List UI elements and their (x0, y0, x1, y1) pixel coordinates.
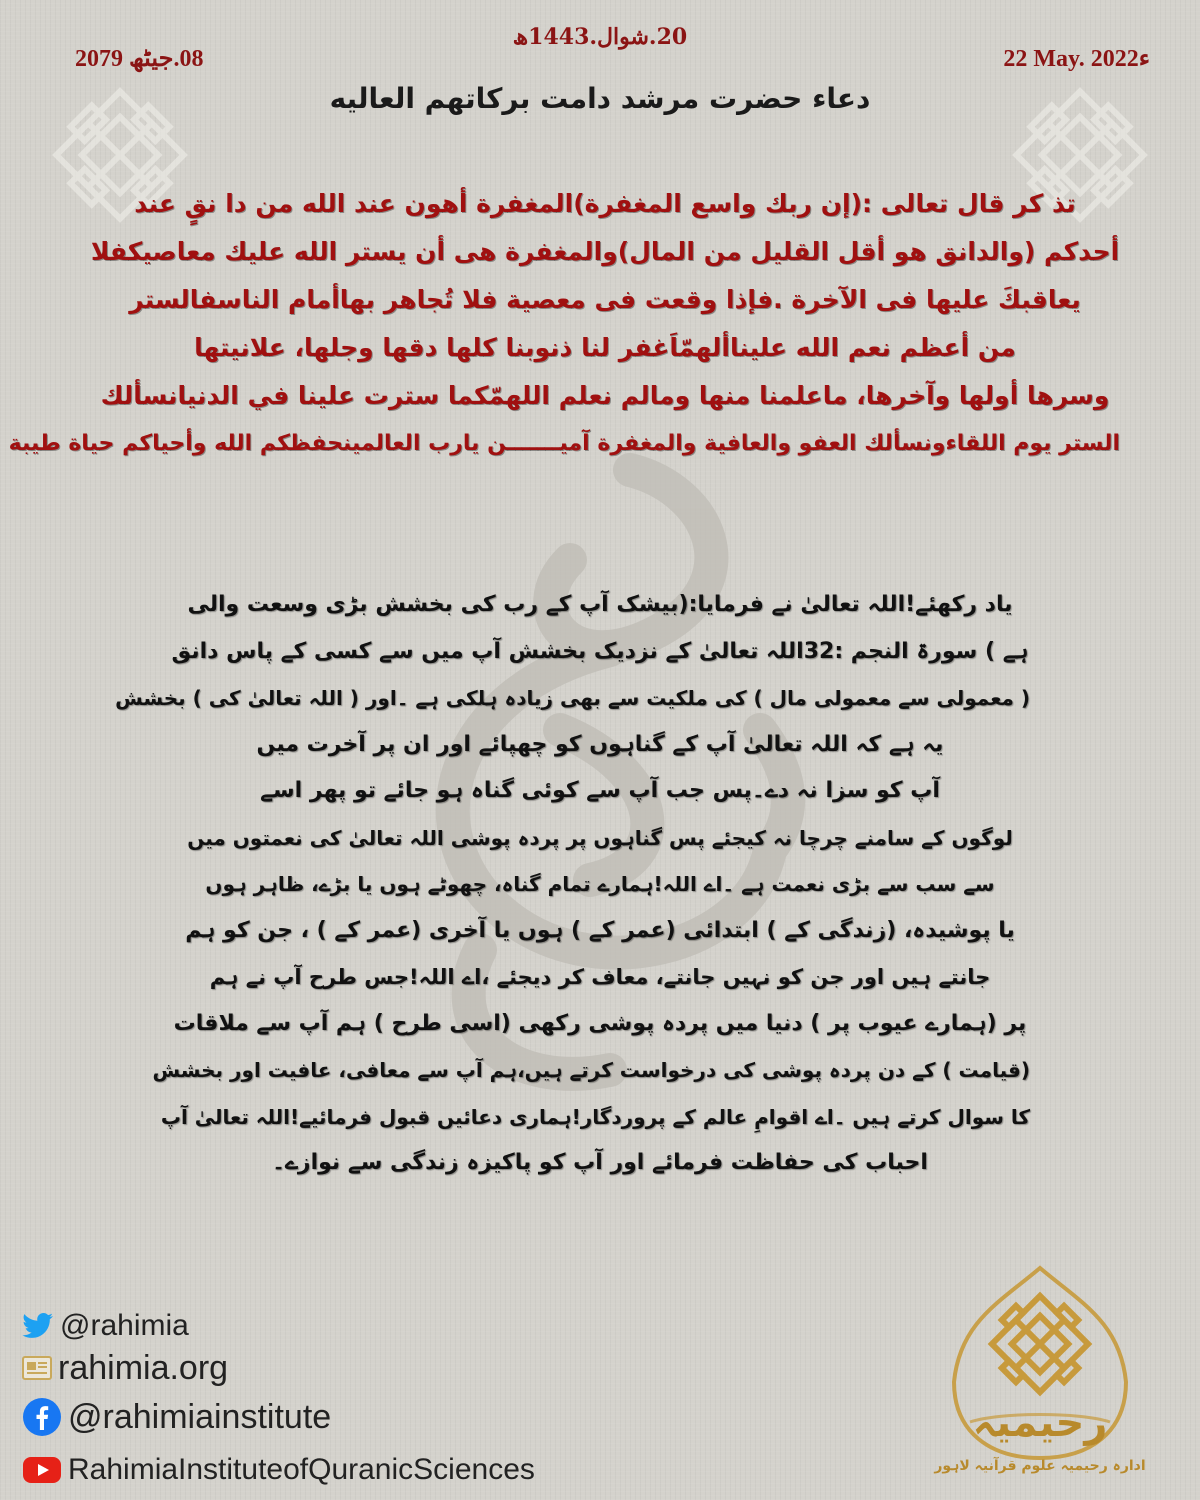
twitter-link[interactable] (22, 1305, 722, 1347)
arabic-line: يعاقبكَ عليها فى الآخرة .فإذا وقعت فى معصية فلا تُجاهر بهاأمام الناسفالستر (129, 285, 1081, 314)
urdu-line: (قیامت ) کے دن پردہ پوشی کی درخواست کرتے ہیں،ہم آپ سے معافی، عافیت اور بخشش (152, 1058, 1030, 1082)
institute-logo (930, 1262, 1150, 1492)
date-header (0, 20, 1200, 80)
youtube-link[interactable] (22, 1445, 722, 1495)
twitter-handle: @rahimia (60, 1309, 189, 1342)
urdu-line: یا پوشیدہ، (زندگی کے ) ابتدائی (عمر کے ) ہوں یا آخری (عمر کے ) ، جن کو ہم (185, 917, 1015, 943)
youtube-channel: RahimiaInstituteofQuranicSciences (68, 1453, 535, 1486)
facebook-link[interactable] (22, 1389, 722, 1445)
social-links (22, 1305, 722, 1495)
arabic-line: تذ کر قال تعالی :(إن ربك واسع المغفرة)المغفرة أهون عند الله من دا نقٍ عند (134, 189, 1076, 218)
urdu-line: ہے ) سورۃ النجم :32اللہ تعالیٰ کے نزدیک بخشش آپ میں سے کسی کے پاس دانق (171, 638, 1029, 664)
facebook-icon (22, 1397, 62, 1437)
date-gregorian: 22 May. 2022ء (1003, 46, 1150, 72)
logo-subtitle: ادارہ رحیمیہ علوم قرآنیہ لاہور (934, 1458, 1146, 1474)
website-link[interactable] (22, 1347, 722, 1389)
date-hijri: 20.شوال.1443ھ (512, 24, 688, 50)
arabic-line: من أعظم نعم الله عليناألهمّاَغفر لنا ذنوبنا كلها دقها وجلها، علانيتها (194, 333, 1016, 362)
twitter-icon (22, 1312, 54, 1340)
urdu-line: لوگوں کے سامنے چرچا نہ کیجئے پس گناہوں پر پردہ پوشی اللہ تعالیٰ کی نعمتوں میں (187, 825, 1013, 850)
urdu-line: آپ کو سزا نہ دے۔پس جب آپ سے کوئی گناہ ہو جائے تو پھر اسے (260, 778, 940, 803)
page-title: دعاء حضرت مرشد دامت برکاتهم العالیه (329, 82, 871, 115)
website-url: rahimia.org (58, 1348, 229, 1387)
urdu-line: یہ ہے کہ اللہ تعالیٰ آپ کے گناہوں کو چھپائے اور ان پر آخرت میں (256, 731, 944, 757)
arabic-line: الستر يوم اللقاءونسألك العفو والعافية والمغفرة آميـــــــن يارب العالمينحفظكم الله وأحياكم حياة طيبة (8, 431, 1120, 456)
web-icon (22, 1355, 52, 1381)
urdu-line: احباب کی حفاظت فرمائے اور آپ کو پاکیزہ زندگی سے نوازے۔ (272, 1150, 928, 1175)
urdu-line: یاد رکھئے!اللہ تعالیٰ نے فرمایا:(بیشک آپ کے رب کی بخشش بڑی وسعت والی (187, 592, 1013, 617)
urdu-line: سے سب سے بڑی نعمت ہے ۔اے اللہ!ہمارے تمام گناہ، چھوٹے ہوں یا بڑے، ظاہر ہوں (205, 872, 995, 896)
urdu-paragraph (115, 582, 1030, 1187)
urdu-line: کا سوال کرتے ہیں ۔اے اقوامِ عالم کے پروردگار!ہماری دعائیں قبول فرمائیے!اللہ تعالیٰ آپ (160, 1104, 1030, 1129)
facebook-handle: @rahimiainstitute (68, 1397, 332, 1436)
arabic-line: وسرها أولها وآخرها، ماعلمنا منها ومالم نعلم اللهمّكما سترت علينا في الدنيانسألك (100, 381, 1110, 410)
urdu-line: پر (ہمارے عیوب پر ) دنیا میں پردہ پوشی رکھی (اسی طرح ) ہم آپ سے ملاقات (173, 1010, 1027, 1036)
urdu-line: جانتے ہیں اور جن کو نہیں جانتے، معاف کر دیجئے ،اے اللہ!جس طرح آپ نے ہم (209, 965, 991, 989)
date-bikram: 08.جیٹھ 2079 (75, 46, 204, 72)
logo-name: رحیمیہ (972, 1400, 1108, 1446)
urdu-line: ( معمولی سے معمولی مال ) کی ملکیت سے بھی زیادہ ہلکی ہے ۔اور ( اللہ تعالیٰ کی ) بخشش (115, 686, 1030, 710)
arabic-line: أحدكم (والدانق هو أقل القليل من المال)والمغفرة هى أن يستر الله عليك معاصيكفلا (90, 237, 1120, 266)
arabic-paragraph (8, 180, 1120, 468)
youtube-icon (22, 1455, 62, 1485)
